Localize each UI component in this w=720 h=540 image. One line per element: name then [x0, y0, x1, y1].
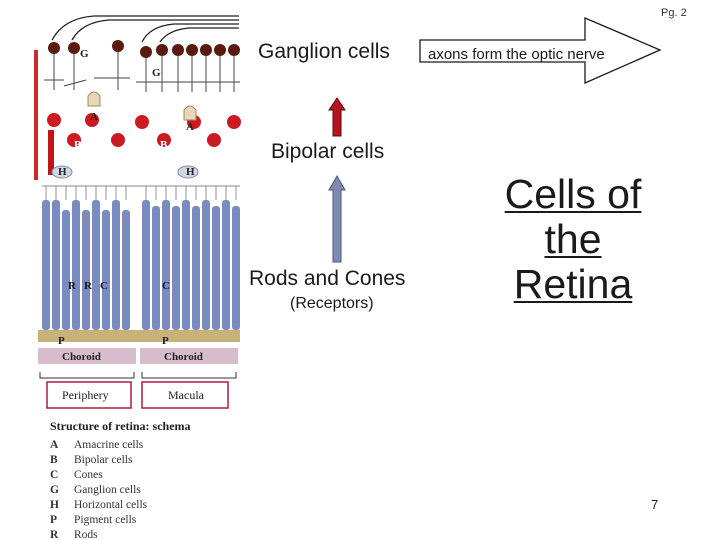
label-b2: B	[160, 139, 168, 151]
legend-text: Cones	[74, 469, 103, 481]
label-h1: H	[58, 166, 67, 178]
label-r1: R	[68, 280, 76, 292]
legend-letter: A	[50, 439, 59, 451]
choroid-right-label: Choroid	[164, 351, 203, 363]
legend-text: Amacrine cells	[74, 439, 144, 451]
label-c2: C	[162, 280, 170, 292]
periphery-label: Periphery	[62, 388, 109, 402]
legend-letter: H	[50, 499, 59, 511]
red-up-arrow	[329, 98, 345, 136]
legend-letter: R	[50, 529, 59, 540]
label-g2: G	[152, 67, 161, 79]
legend-text: Horizontal cells	[74, 499, 148, 511]
legend-text: Rods	[74, 529, 98, 540]
bipolar-cells-label: Bipolar cells	[271, 140, 385, 163]
blue-up-arrow	[329, 176, 345, 262]
label-r2: R	[84, 280, 92, 292]
legend-text: Bipolar cells	[74, 454, 133, 466]
label-h2: H	[186, 166, 195, 178]
label-a1: A	[90, 111, 98, 123]
label-b1: B	[74, 139, 82, 151]
label-p1: P	[58, 335, 65, 347]
macula-label: Macula	[168, 388, 204, 402]
page-label: Pg. 2	[661, 7, 687, 19]
label-c1: C	[100, 280, 108, 292]
receptors-label: (Receptors)	[290, 295, 374, 312]
legend-letter: C	[50, 469, 59, 481]
legend-letter: P	[50, 514, 58, 526]
choroid-left-label: Choroid	[62, 351, 101, 363]
legend-text: Ganglion cells	[74, 484, 141, 496]
label-g1: G	[80, 48, 89, 60]
legend-letter: B	[50, 454, 58, 466]
legend-letter: G	[50, 484, 59, 496]
label-p2: P	[162, 335, 169, 347]
label-a2: A	[186, 121, 194, 133]
legend-title: Structure of retina: schema	[50, 419, 191, 433]
legend-text: Pigment cells	[74, 514, 137, 526]
ganglion-cells-label: Ganglion cells	[258, 40, 390, 63]
optic-nerve-label: axons form the optic nerve	[428, 46, 605, 63]
slide-title: Cells of the Retina	[504, 171, 642, 307]
slide-number: 7	[651, 497, 659, 512]
rods-cones-label: Rods and Cones	[249, 267, 406, 290]
